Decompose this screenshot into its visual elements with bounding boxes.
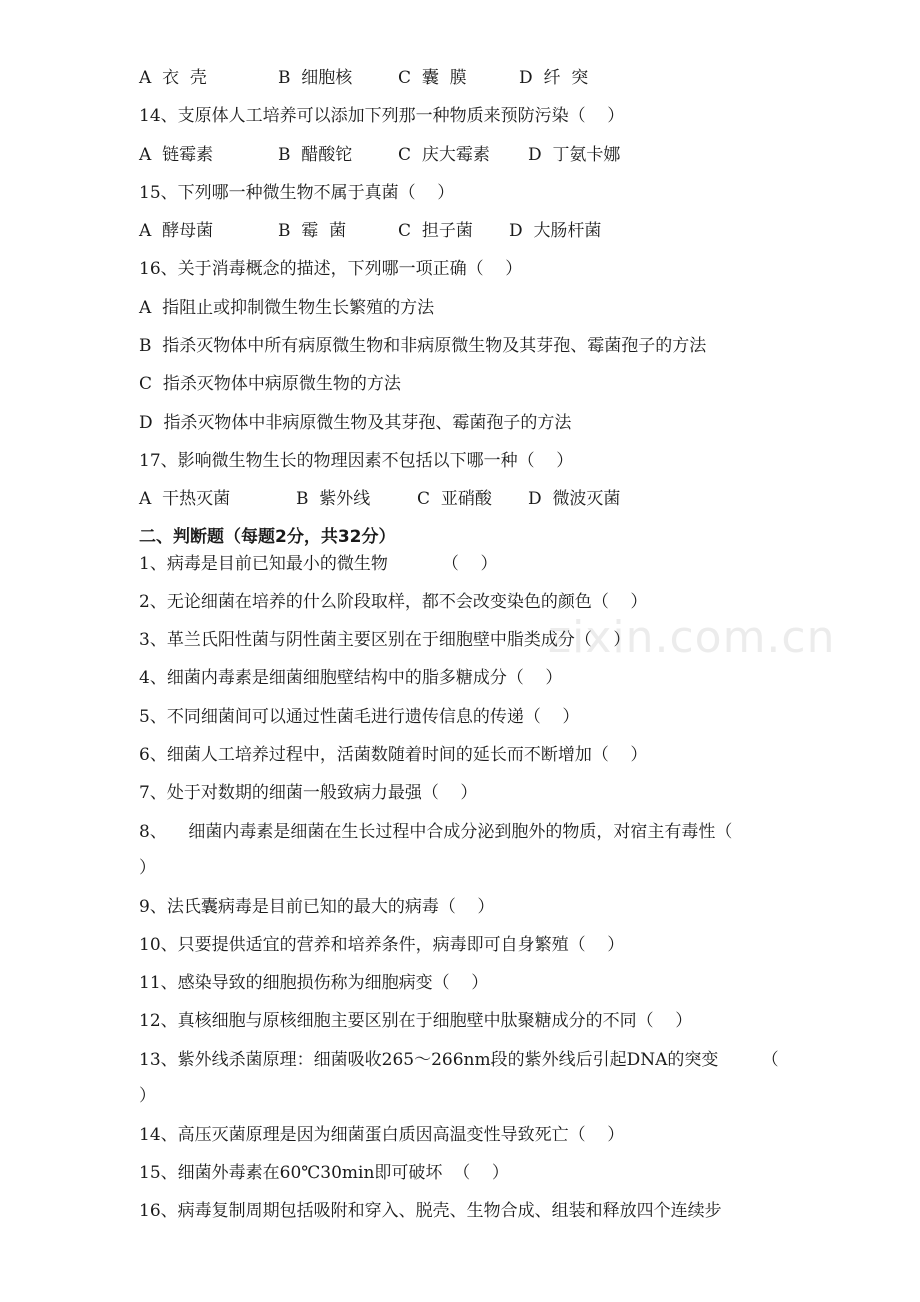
section-title: 二、判断题（每题2分，共32分） <box>139 527 396 547</box>
judgment-item: 1、病毒是目前已知最小的微生物 （ ） <box>139 554 498 574</box>
judgment-item: 14、高压灭菌原理是因为细菌蛋白质因高温变性导致死亡（ ） <box>139 1125 625 1145</box>
judgment-item: 9、法氏囊病毒是目前已知的最大的病毒（ ） <box>139 897 495 917</box>
judgment-item: 5、不同细菌间可以通过性菌毛进行遗传信息的传递（ ） <box>139 707 580 727</box>
option-d: D 指杀灭物体中非病原微生物及其芽孢、霉菌孢子的方法 <box>139 413 572 433</box>
judgment-item: 8、 细菌内毒素是细菌在生长过程中合成分泌到胞外的物质，对宿主有毒性（ <box>139 822 733 842</box>
option-c: C 指杀灭物体中病原微生物的方法 <box>139 374 401 394</box>
judgment-item: 4、细菌内毒素是细菌细胞壁结构中的脂多糖成分（ ） <box>139 668 563 688</box>
judgment-item-continued: ） <box>139 858 156 878</box>
q17-options <box>139 488 780 510</box>
option-b: B 醋酸铊 <box>278 145 353 165</box>
option-d: D 大肠杆菌 <box>509 221 602 241</box>
option-d: D 微波灭菌 <box>528 489 621 509</box>
option-c: C 庆大霉素 <box>398 145 490 165</box>
judgment-item: 12、真核细胞与原核细胞主要区别在于细胞壁中肽聚糖成分的不同（ ） <box>139 1011 693 1031</box>
judgment-item: 15、细菌外毒素在60℃30min即可破坏 （ ） <box>139 1163 509 1183</box>
q15-options <box>139 220 780 242</box>
option-c: C 亚硝酸 <box>417 489 492 509</box>
question-17-stem: 17、影响微生物生长的物理因素不包括以下哪一种（ ） <box>139 451 574 471</box>
judgment-item: 16、病毒复制周期包括吸附和穿入、脱壳、生物合成、组装和释放四个连续步 <box>139 1201 722 1221</box>
option-a: A 指阻止或抑制微生物生长繁殖的方法 <box>139 298 435 318</box>
judgment-item: 10、只要提供适宜的营养和培养条件，病毒即可自身繁殖（ ） <box>139 935 625 955</box>
option-d: D 丁氨卡娜 <box>528 145 621 165</box>
option-b: B 细胞核 <box>278 68 353 88</box>
option-b: B 紫外线 <box>296 489 371 509</box>
option-a: A 干热灭菌 <box>139 489 231 509</box>
q13-options <box>139 67 780 89</box>
judgment-item: 3、革兰氏阳性菌与阴性菌主要区别在于细胞壁中脂类成分（ ） <box>139 630 631 650</box>
option-c: C 囊 膜 <box>398 68 467 88</box>
judgment-item: 6、细菌人工培养过程中，活菌数随着时间的延长而不断增加（ ） <box>139 745 648 765</box>
judgment-item: 11、感染导致的细胞损伤称为细胞病变（ ） <box>139 973 489 993</box>
watermark: zixin.com.cn <box>548 612 836 663</box>
judgment-item-continued: ） <box>139 1086 156 1106</box>
question-14-stem: 14、支原体人工培养可以添加下列那一种物质来预防污染（ ） <box>139 106 625 126</box>
option-a: A 衣 壳 <box>139 68 207 88</box>
option-c: C 担子菌 <box>398 221 473 241</box>
option-d: D 纤 突 <box>519 68 589 88</box>
q14-options <box>139 144 780 166</box>
option-a: A 酵母菌 <box>139 221 214 241</box>
judgment-item: 13、紫外线杀菌原理：细菌吸收265～266nm段的紫外线后引起DNA的突变 （ <box>139 1050 779 1070</box>
option-a: A 链霉素 <box>139 145 214 165</box>
question-15-stem: 15、下列哪一种微生物不属于真菌（ ） <box>139 183 455 203</box>
judgment-item: 7、处于对数期的细菌一般致病力最强（ ） <box>139 783 478 803</box>
question-16-stem: 16、关于消毒概念的描述，下列哪一项正确（ ） <box>139 259 523 279</box>
option-b: B 指杀灭物体中所有病原微生物和非病原微生物及其芽孢、霉菌孢子的方法 <box>139 336 707 356</box>
option-b: B 霉 菌 <box>278 221 347 241</box>
judgment-item: 2、无论细菌在培养的什么阶段取样，都不会改变染色的颜色（ ） <box>139 592 648 612</box>
